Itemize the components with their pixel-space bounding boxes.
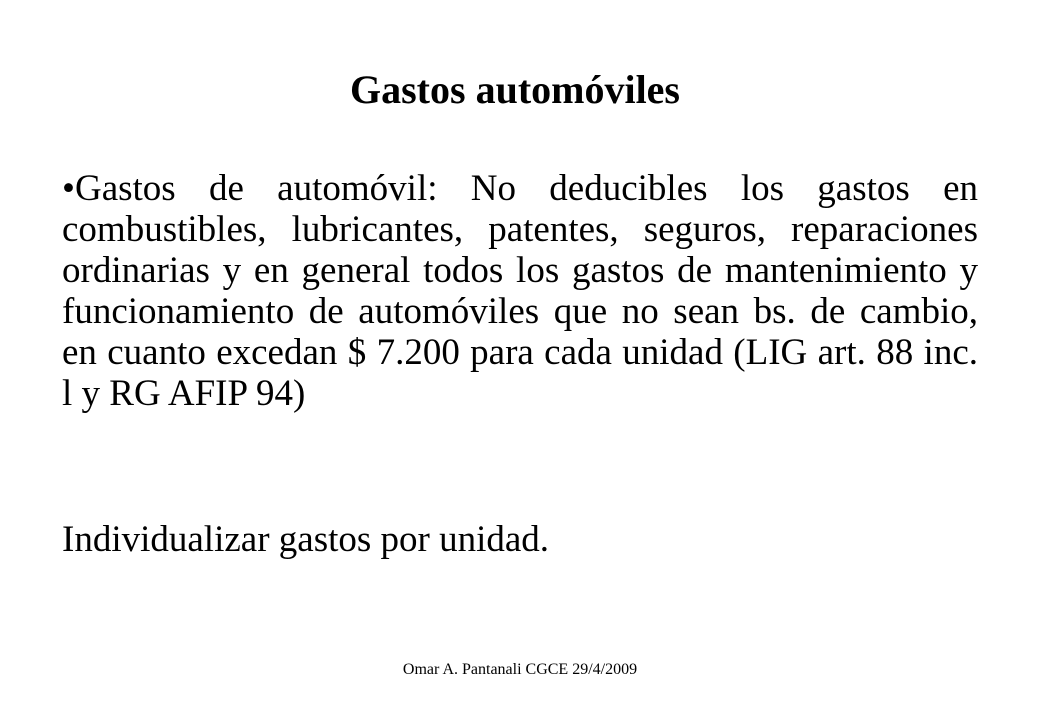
bullet-symbol: • xyxy=(62,168,75,209)
instruction-text: Individualizar gastos por unidad. xyxy=(62,519,550,560)
slide-title: Gastos automóviles xyxy=(350,67,680,112)
bullet-item xyxy=(62,168,978,414)
bullet-text: Gastos de automóvil: No deducibles los gastos en combustibles, lubricantes, patentes, seguros, reparaciones ordinarias y en general todos los gastos de mantenimiento y funcionamiento de automóviles que no sean bs. de cambio, en cuanto excedan $ 7.200 para cada unidad (LIG art. 88 inc. l y RG AFIP 94) xyxy=(62,168,978,414)
slide-footer: Omar A. Pantanali CGCE 29/4/2009 xyxy=(402,661,638,678)
